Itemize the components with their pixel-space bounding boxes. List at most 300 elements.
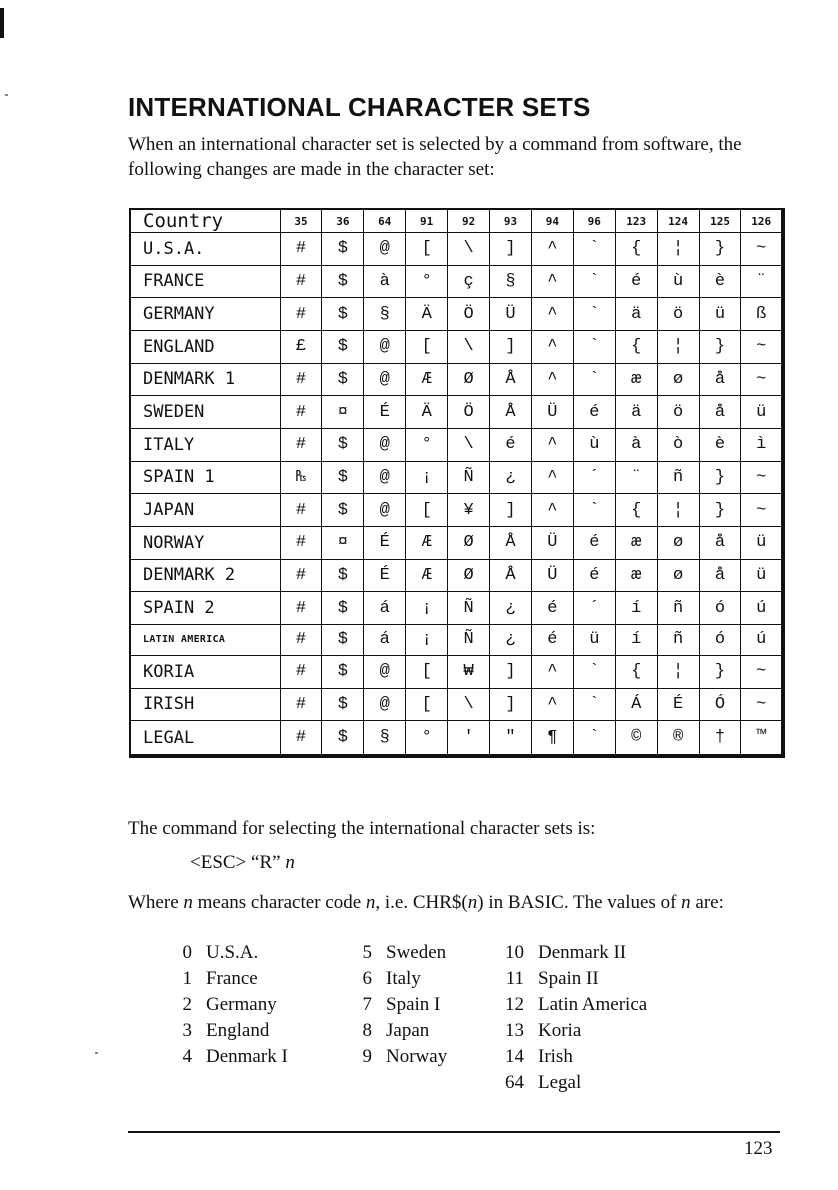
char-cell: ó	[699, 592, 741, 625]
char-cell: ø	[657, 526, 699, 559]
code-column-header: 93	[490, 209, 532, 233]
char-cell: é	[531, 624, 573, 655]
char-cell: }	[699, 494, 741, 527]
char-cell: @	[364, 494, 406, 527]
table-row	[130, 721, 783, 756]
char-cell: }	[699, 233, 741, 266]
char-cell: $	[322, 494, 364, 527]
char-cell: }	[699, 461, 741, 494]
code-name	[386, 1072, 484, 1098]
char-cell: Å	[490, 526, 532, 559]
char-cell: `	[573, 655, 615, 688]
char-cell: °	[406, 721, 448, 756]
code-values-list	[178, 942, 647, 1098]
char-cell: Ö	[448, 396, 490, 429]
char-cell: {	[615, 233, 657, 266]
country-cell: KORIA	[130, 655, 280, 688]
where-text: means character code	[192, 892, 366, 913]
char-cell: ü	[741, 559, 783, 592]
char-cell: ^	[531, 330, 573, 363]
char-cell: {	[615, 494, 657, 527]
char-cell: ~	[741, 461, 783, 494]
table-row	[130, 592, 783, 625]
country-cell: ENGLAND	[130, 330, 280, 363]
char-cell: É	[364, 396, 406, 429]
char-cell: ¡	[406, 592, 448, 625]
char-cell: è	[699, 428, 741, 461]
char-cell: Å	[490, 559, 532, 592]
char-cell: æ	[615, 559, 657, 592]
char-cell: ¡	[406, 461, 448, 494]
code-column-header: 64	[364, 209, 406, 233]
char-cell: [	[406, 688, 448, 721]
char-cell: $	[322, 233, 364, 266]
code-name: Denmark I	[206, 1046, 288, 1067]
char-cell: @	[364, 330, 406, 363]
code-name: Koria	[538, 1020, 582, 1041]
footer-rule	[128, 1131, 780, 1133]
country-cell: IRISH	[130, 688, 280, 721]
char-cell: $	[322, 655, 364, 688]
char-cell: @	[364, 428, 406, 461]
char-cell: $	[322, 298, 364, 331]
page-title: INTERNATIONAL CHARACTER SETS	[128, 92, 591, 122]
char-cell: #	[280, 363, 322, 396]
char-cell: `	[573, 233, 615, 266]
code-name: Norway	[386, 1046, 448, 1067]
char-cell: ö	[657, 298, 699, 331]
char-cell: ¿	[490, 592, 532, 625]
char-cell: ^	[531, 265, 573, 298]
table-row	[130, 559, 783, 592]
char-cell: $	[322, 559, 364, 592]
char-cell: ^	[531, 494, 573, 527]
scan-dot	[5, 94, 8, 96]
char-cell: @	[364, 233, 406, 266]
code-column-header: 126	[741, 209, 783, 233]
char-cell: #	[280, 721, 322, 756]
char-cell: ù	[657, 265, 699, 298]
char-cell: Ü	[490, 298, 532, 331]
where-text: ) in BASIC. The values of	[477, 892, 682, 913]
country-cell: DENMARK 1	[130, 363, 280, 396]
code-number: 8	[362, 1020, 372, 1041]
char-cell: †	[699, 721, 741, 756]
char-cell: ]	[490, 494, 532, 527]
char-cell: ß	[741, 298, 783, 331]
char-cell: É	[364, 559, 406, 592]
char-cell: $	[322, 363, 364, 396]
code-column-header: 125	[699, 209, 741, 233]
char-cell: ~	[741, 363, 783, 396]
char-cell: [	[406, 233, 448, 266]
code-number: 0	[182, 942, 192, 963]
scan-dot	[95, 1052, 98, 1054]
code-number: 6	[362, 968, 372, 989]
char-cell: Ø	[448, 363, 490, 396]
char-cell: §	[490, 265, 532, 298]
char-cell: ö	[657, 396, 699, 429]
code-name	[206, 1072, 334, 1098]
char-cell: #	[280, 655, 322, 688]
char-cell: ~	[741, 655, 783, 688]
char-cell: à	[615, 428, 657, 461]
code-values-row	[178, 994, 647, 1020]
char-cell: ₧	[280, 461, 322, 494]
char-cell: ®	[657, 721, 699, 756]
char-cell: ^	[531, 298, 573, 331]
char-cell: Á	[615, 688, 657, 721]
char-cell: ü	[741, 526, 783, 559]
char-cell: `	[573, 721, 615, 756]
char-cell: é	[573, 559, 615, 592]
code-name: Irish	[538, 1046, 573, 1067]
char-cell: Å	[490, 363, 532, 396]
char-cell: ¿	[490, 624, 532, 655]
char-cell: ü	[741, 396, 783, 429]
char-cell: @	[364, 655, 406, 688]
char-cell: ]	[490, 655, 532, 688]
char-cell: ¤	[322, 396, 364, 429]
country-cell: NORWAY	[130, 526, 280, 559]
char-cell: ~	[741, 688, 783, 721]
char-cell: #	[280, 396, 322, 429]
char-cell: $	[322, 624, 364, 655]
char-cell: ç	[448, 265, 490, 298]
char-cell: {	[615, 655, 657, 688]
char-cell: å	[699, 559, 741, 592]
code-name: France	[206, 968, 258, 989]
char-cell: #	[280, 233, 322, 266]
code-values-row	[178, 1072, 647, 1098]
char-cell: é	[531, 592, 573, 625]
char-cell: `	[573, 363, 615, 396]
code-name: Spain I	[386, 994, 441, 1015]
char-cell: ¶	[531, 721, 573, 756]
country-cell: DENMARK 2	[130, 559, 280, 592]
char-cell: §	[364, 721, 406, 756]
where-n: n	[365, 892, 376, 913]
char-cell: ¨	[741, 265, 783, 298]
code-number: 1	[182, 968, 192, 989]
char-cell: ä	[615, 298, 657, 331]
char-cell: é	[615, 265, 657, 298]
char-cell: ´	[573, 592, 615, 625]
char-cell: {	[615, 330, 657, 363]
char-cell: è	[699, 265, 741, 298]
code-column-header: 96	[573, 209, 615, 233]
where-paragraph	[128, 890, 788, 915]
table-row	[130, 624, 783, 655]
char-cell: #	[280, 526, 322, 559]
char-cell: °	[406, 265, 448, 298]
country-cell: SPAIN 2	[130, 592, 280, 625]
char-cell: #	[280, 624, 322, 655]
char-cell: [	[406, 330, 448, 363]
table-row	[130, 233, 783, 266]
char-cell: }	[699, 330, 741, 363]
code-number: 13	[505, 1020, 524, 1041]
country-cell: LEGAL	[130, 721, 280, 756]
char-cell: Ü	[531, 526, 573, 559]
where-text: Where	[128, 892, 184, 913]
char-cell: `	[573, 298, 615, 331]
char-cell: #	[280, 298, 322, 331]
char-cell: æ	[615, 363, 657, 396]
char-cell: $	[322, 592, 364, 625]
code-column-header: 92	[448, 209, 490, 233]
code-values-row	[178, 1020, 647, 1046]
char-cell: \	[448, 233, 490, 266]
char-cell: \	[448, 330, 490, 363]
char-cell: ©	[615, 721, 657, 756]
table-row	[130, 396, 783, 429]
where-n: n	[183, 892, 193, 913]
char-cell: #	[280, 592, 322, 625]
country-cell: SWEDEN	[130, 396, 280, 429]
command-syntax	[190, 852, 295, 874]
code-number: 64	[505, 1072, 524, 1093]
char-cell: Ñ	[448, 624, 490, 655]
code-number: 14	[505, 1046, 524, 1067]
code-number: 3	[182, 1020, 192, 1041]
code-name: Italy	[386, 968, 421, 989]
char-cell: ¥	[448, 494, 490, 527]
char-cell: Ä	[406, 396, 448, 429]
char-cell: Å	[490, 396, 532, 429]
char-cell: #	[280, 265, 322, 298]
char-cell: ¤	[322, 526, 364, 559]
code-number: 4	[182, 1046, 192, 1067]
char-cell: $	[322, 688, 364, 721]
char-cell: ]	[490, 688, 532, 721]
code-name: Denmark II	[538, 942, 627, 963]
char-cell: ~	[741, 330, 783, 363]
char-cell: Æ	[406, 363, 448, 396]
country-cell: GERMANY	[130, 298, 280, 331]
char-cell: ^	[531, 655, 573, 688]
code-name: Germany	[206, 994, 277, 1015]
country-cell: FRANCE	[130, 265, 280, 298]
country-cell: ITALY	[130, 428, 280, 461]
char-cell: ^	[531, 233, 573, 266]
char-cell: ´	[573, 461, 615, 494]
code-values-row	[178, 968, 647, 994]
char-cell: ^	[531, 688, 573, 721]
country-column-header: Country	[130, 209, 280, 233]
char-cell: £	[280, 330, 322, 363]
code-column-header: 123	[615, 209, 657, 233]
char-cell: ^	[531, 461, 573, 494]
char-cell: `	[573, 265, 615, 298]
char-cell: [	[406, 494, 448, 527]
where-n: n	[681, 892, 691, 913]
table-row	[130, 298, 783, 331]
char-cell: é	[573, 396, 615, 429]
char-cell: [	[406, 655, 448, 688]
char-cell: ¡	[406, 624, 448, 655]
char-cell: Ø	[448, 526, 490, 559]
char-cell: `	[573, 494, 615, 527]
char-cell: \	[448, 688, 490, 721]
char-cell: é	[573, 526, 615, 559]
char-cell: ú	[741, 592, 783, 625]
char-cell: Ñ	[448, 592, 490, 625]
char-cell: `	[573, 330, 615, 363]
code-column-header: 91	[406, 209, 448, 233]
char-cell: °	[406, 428, 448, 461]
char-cell: ¨	[615, 461, 657, 494]
char-cell: ¦	[657, 655, 699, 688]
char-cell: æ	[615, 526, 657, 559]
char-cell: ]	[490, 233, 532, 266]
char-cell: $	[322, 461, 364, 494]
char-cell: ñ	[657, 461, 699, 494]
char-cell: ¿	[490, 461, 532, 494]
command-intro: The command for selecting the international character sets is:	[128, 818, 596, 839]
table-row	[130, 526, 783, 559]
char-cell: ø	[657, 559, 699, 592]
char-cell: \	[448, 428, 490, 461]
char-cell: ó	[699, 624, 741, 655]
char-cell: ^	[531, 363, 573, 396]
char-cell: $	[322, 265, 364, 298]
char-cell: á	[364, 592, 406, 625]
code-number: 12	[505, 994, 524, 1015]
code-number	[334, 1072, 386, 1098]
table-row	[130, 461, 783, 494]
character-set-table	[129, 208, 785, 758]
char-cell: `	[573, 688, 615, 721]
char-cell: '	[448, 721, 490, 756]
char-cell: ~	[741, 233, 783, 266]
code-column-header: 36	[322, 209, 364, 233]
code-number	[178, 1072, 206, 1098]
char-cell: í	[615, 592, 657, 625]
code-name: U.S.A.	[206, 942, 259, 963]
code-name: England	[206, 1020, 270, 1041]
country-cell: U.S.A.	[130, 233, 280, 266]
char-cell: ñ	[657, 592, 699, 625]
code-number: 11	[505, 968, 524, 989]
table-row	[130, 330, 783, 363]
code-number: 10	[505, 942, 524, 963]
char-cell: É	[364, 526, 406, 559]
command-text: <ESC> “R”	[190, 852, 286, 873]
char-cell: Ó	[699, 688, 741, 721]
where-text: , i.e. CHR$(	[375, 892, 468, 913]
table-row	[130, 428, 783, 461]
char-cell: $	[322, 330, 364, 363]
char-cell: Ü	[531, 396, 573, 429]
char-cell: í	[615, 624, 657, 655]
char-cell: Ö	[448, 298, 490, 331]
char-cell: ¦	[657, 233, 699, 266]
where-text: are:	[690, 892, 724, 913]
char-cell: ñ	[657, 624, 699, 655]
char-cell: Æ	[406, 559, 448, 592]
command-param: n	[285, 852, 295, 873]
char-cell: ä	[615, 396, 657, 429]
char-cell: É	[657, 688, 699, 721]
code-values-row	[178, 1046, 647, 1072]
code-name: Japan	[386, 1020, 430, 1041]
table-row	[130, 494, 783, 527]
char-cell: @	[364, 461, 406, 494]
char-cell: ₩	[448, 655, 490, 688]
code-number: 9	[362, 1046, 372, 1067]
char-cell: @	[364, 363, 406, 396]
char-cell: #	[280, 559, 322, 592]
intro-paragraph: When an international character set is selected by a command from software, the following changes are made in the character set:	[128, 134, 742, 180]
char-cell: #	[280, 494, 322, 527]
code-number: 7	[362, 994, 372, 1015]
char-cell: Ü	[531, 559, 573, 592]
country-cell: LATIN AMERICA	[130, 624, 280, 655]
table-row	[130, 655, 783, 688]
page-number: 123	[744, 1138, 773, 1159]
char-cell: ú	[741, 624, 783, 655]
code-number: 5	[362, 942, 372, 963]
char-cell: ~	[741, 494, 783, 527]
char-cell: $	[322, 721, 364, 756]
char-cell: ¦	[657, 494, 699, 527]
char-cell: ø	[657, 363, 699, 396]
char-cell: ]	[490, 330, 532, 363]
code-name: Legal	[538, 1072, 582, 1093]
char-cell: ò	[657, 428, 699, 461]
char-cell: å	[699, 363, 741, 396]
char-cell: #	[280, 688, 322, 721]
code-name: Spain II	[538, 968, 599, 989]
char-cell: ¦	[657, 330, 699, 363]
scan-mark	[0, 8, 4, 38]
char-cell: §	[364, 298, 406, 331]
country-cell: SPAIN 1	[130, 461, 280, 494]
char-cell: $	[322, 428, 364, 461]
country-cell: JAPAN	[130, 494, 280, 527]
char-cell: ü	[573, 624, 615, 655]
char-cell: ì	[741, 428, 783, 461]
char-cell: ù	[573, 428, 615, 461]
char-cell: }	[699, 655, 741, 688]
table-row	[130, 688, 783, 721]
table-row	[130, 363, 783, 396]
char-cell: #	[280, 428, 322, 461]
char-cell: å	[699, 526, 741, 559]
char-cell: Ñ	[448, 461, 490, 494]
char-cell: Ø	[448, 559, 490, 592]
code-values-row	[178, 942, 647, 968]
char-cell: à	[364, 265, 406, 298]
code-name: Sweden	[386, 942, 447, 963]
char-cell: á	[364, 624, 406, 655]
table-header-row	[130, 209, 783, 233]
table-row	[130, 265, 783, 298]
where-n: n	[467, 892, 478, 913]
char-cell: ü	[699, 298, 741, 331]
char-cell: ™	[741, 721, 783, 756]
code-name: Latin America	[538, 994, 648, 1015]
char-cell: @	[364, 688, 406, 721]
char-cell: "	[490, 721, 532, 756]
code-column-header: 94	[531, 209, 573, 233]
char-cell: Æ	[406, 526, 448, 559]
code-column-header: 35	[280, 209, 322, 233]
char-cell: Ä	[406, 298, 448, 331]
code-column-header: 124	[657, 209, 699, 233]
char-cell: ^	[531, 428, 573, 461]
